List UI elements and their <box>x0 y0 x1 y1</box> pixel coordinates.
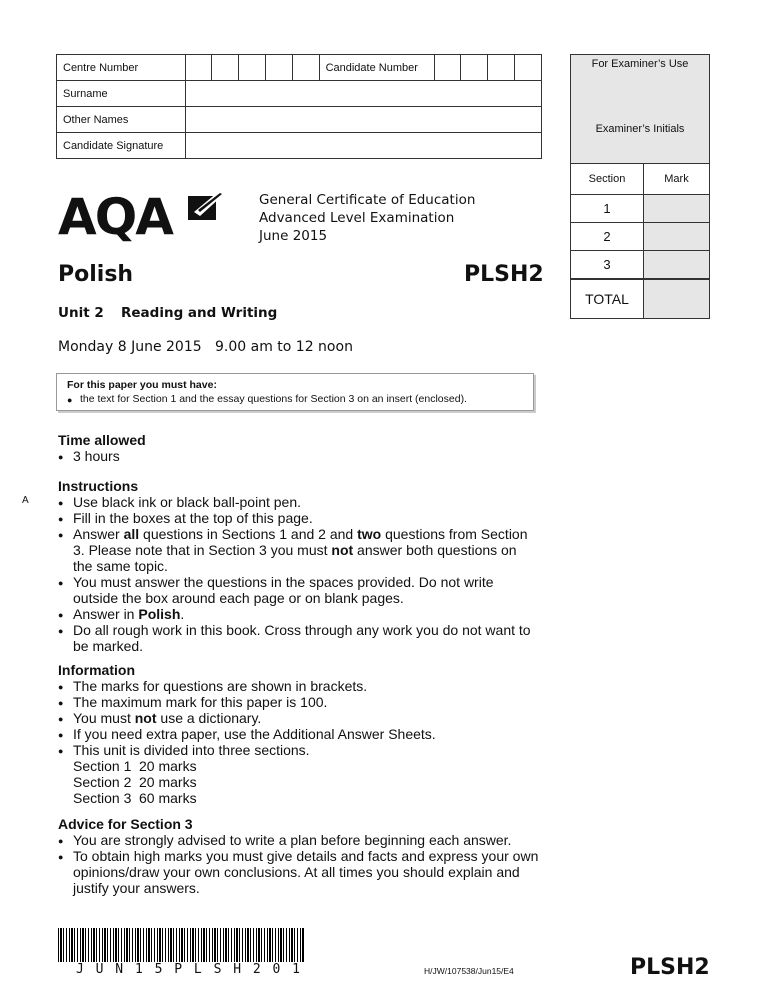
footer-reference: H/JW/107538/Jun15/E4 <box>424 966 514 976</box>
candidate-number-box[interactable] <box>461 55 488 81</box>
examiner-initials-label: Examiner’s Initials <box>595 123 685 135</box>
section-number: 3 <box>571 251 644 280</box>
emphasis: Polish <box>138 606 181 622</box>
centre-number-box[interactable] <box>185 55 212 81</box>
mark-cell[interactable] <box>644 251 710 280</box>
surname-label: Surname <box>57 81 186 107</box>
time-allowed-item: ● 3 hours <box>58 448 146 464</box>
other-names-field[interactable] <box>185 107 542 133</box>
advice-heading: Advice for Section 3 <box>58 816 193 832</box>
subject-title: Polish <box>58 262 134 287</box>
advice-item: ● You are strongly advised to write a plan before beginning each answer. <box>58 832 540 848</box>
text-run: use a dictionary. <box>156 710 262 726</box>
logo-mark-icon <box>188 192 222 222</box>
candidate-number-box[interactable] <box>488 55 515 81</box>
section-number: 1 <box>571 195 644 223</box>
candidate-number-label: Candidate Number <box>319 55 434 81</box>
unit-title: Reading and Writing <box>121 305 278 321</box>
time-allowed-heading: Time allowed <box>58 432 146 448</box>
information-item: ● The maximum mark for this paper is 100. <box>58 694 538 710</box>
other-names-label: Other Names <box>57 107 186 133</box>
logo-text: AQA <box>58 188 172 246</box>
text-run: answer both questions on the same topic. <box>73 542 517 574</box>
text-run: questions from Section 3. Please note that in Section 3 you must <box>73 526 528 558</box>
materials-item: ● the text for Section 1 and the essay questions for Section 3 on an insert (enclosed). <box>67 392 533 406</box>
exam-date: Monday 8 June 2015 <box>58 339 202 355</box>
centre-number-box[interactable] <box>239 55 266 81</box>
emphasis: not <box>331 542 354 558</box>
information-item: ● The marks for questions are shown in brackets. <box>58 678 538 694</box>
emphasis: all <box>123 526 140 542</box>
total-cell[interactable] <box>644 279 710 318</box>
unit-number: Unit 2 <box>58 305 104 321</box>
information-section <box>58 662 538 806</box>
barcode-text: J U N 1 5 P L S H 2 0 1 <box>76 962 303 977</box>
information-item <box>58 710 538 726</box>
exam-session: June 2015 <box>259 228 328 244</box>
paper-code: PLSH2 <box>464 262 544 287</box>
instruction-item: ● Fill in the boxes at the top of this page. <box>58 510 538 526</box>
exam-info <box>259 191 475 245</box>
section-marks: 20 marks <box>139 774 197 790</box>
instructions-section <box>58 478 538 654</box>
mark-header: Mark <box>664 173 689 185</box>
section-marks-row <box>58 774 538 790</box>
section-name: Section 2 <box>73 774 132 790</box>
centre-number-box[interactable] <box>292 55 319 81</box>
centre-number-box[interactable] <box>212 55 239 81</box>
centre-number-box[interactable] <box>265 55 292 81</box>
information-item: ● If you need extra paper, use the Additional Answer Sheets. <box>58 726 538 742</box>
advice-section <box>58 816 540 896</box>
section-name: Section 1 <box>73 758 132 774</box>
section-name: Section 3 <box>73 790 132 806</box>
text-run: questions in Sections 1 and 2 and <box>139 526 358 542</box>
section-marks-row <box>58 790 538 806</box>
mark-cell[interactable] <box>644 195 710 223</box>
instruction-item: ● You must answer the questions in the spaces provided. Do not write outside the box around each page or on blank pages. <box>58 574 538 606</box>
examiner-use-box <box>571 55 709 164</box>
section-number: 2 <box>571 223 644 251</box>
mark-cell[interactable] <box>644 223 710 251</box>
section-marks-row <box>58 758 538 774</box>
marks-table <box>571 164 709 318</box>
emphasis: two <box>357 526 382 542</box>
information-item: ● This unit is divided into three sections. <box>58 742 538 758</box>
section-marks: 60 marks <box>139 790 197 806</box>
instruction-item: ● Use black ink or black ball-point pen. <box>58 494 538 510</box>
text-run: Answer <box>73 526 124 542</box>
exam-time: 9.00 am to 12 noon <box>215 339 353 355</box>
footer-paper-code: PLSH2 <box>630 955 710 980</box>
candidate-number-box[interactable] <box>515 55 542 81</box>
barcode <box>58 928 304 962</box>
section-header: Section <box>571 164 644 195</box>
text-run: Answer in <box>73 606 139 622</box>
instruction-item: ● Do all rough work in this book. Cross through any work you do not want to be marked. <box>58 622 538 654</box>
centre-number-label: Centre Number <box>57 55 186 81</box>
instructions-heading: Instructions <box>58 478 139 494</box>
emphasis: not <box>134 710 157 726</box>
surname-field[interactable] <box>185 81 542 107</box>
examiner-use-label: For Examiner’s Use <box>591 58 689 70</box>
signature-label: Candidate Signature <box>57 133 186 159</box>
instruction-item <box>58 526 538 574</box>
qualification: General Certificate of Education <box>259 192 476 208</box>
candidate-number-box[interactable] <box>434 55 461 81</box>
candidate-details-table <box>56 54 542 159</box>
text-run: . <box>180 606 185 622</box>
margin-letter: A <box>22 495 29 506</box>
materials-heading: For this paper you must have: <box>67 379 217 391</box>
examiner-panel <box>570 54 710 319</box>
information-heading: Information <box>58 662 135 678</box>
text-run: You must <box>73 710 135 726</box>
materials-box <box>56 373 534 411</box>
instruction-item <box>58 606 538 622</box>
section-marks: 20 marks <box>139 758 197 774</box>
signature-field[interactable] <box>185 133 542 159</box>
advice-item: ● To obtain high marks you must give details and facts and express your own opinions/draw your own conclusions. At all times you should explain and justify your answers. <box>58 848 540 896</box>
exam-level: Advanced Level Examination <box>259 210 455 226</box>
total-label: TOTAL <box>571 279 644 318</box>
aqa-logo <box>58 188 172 246</box>
time-allowed-section <box>58 432 146 464</box>
